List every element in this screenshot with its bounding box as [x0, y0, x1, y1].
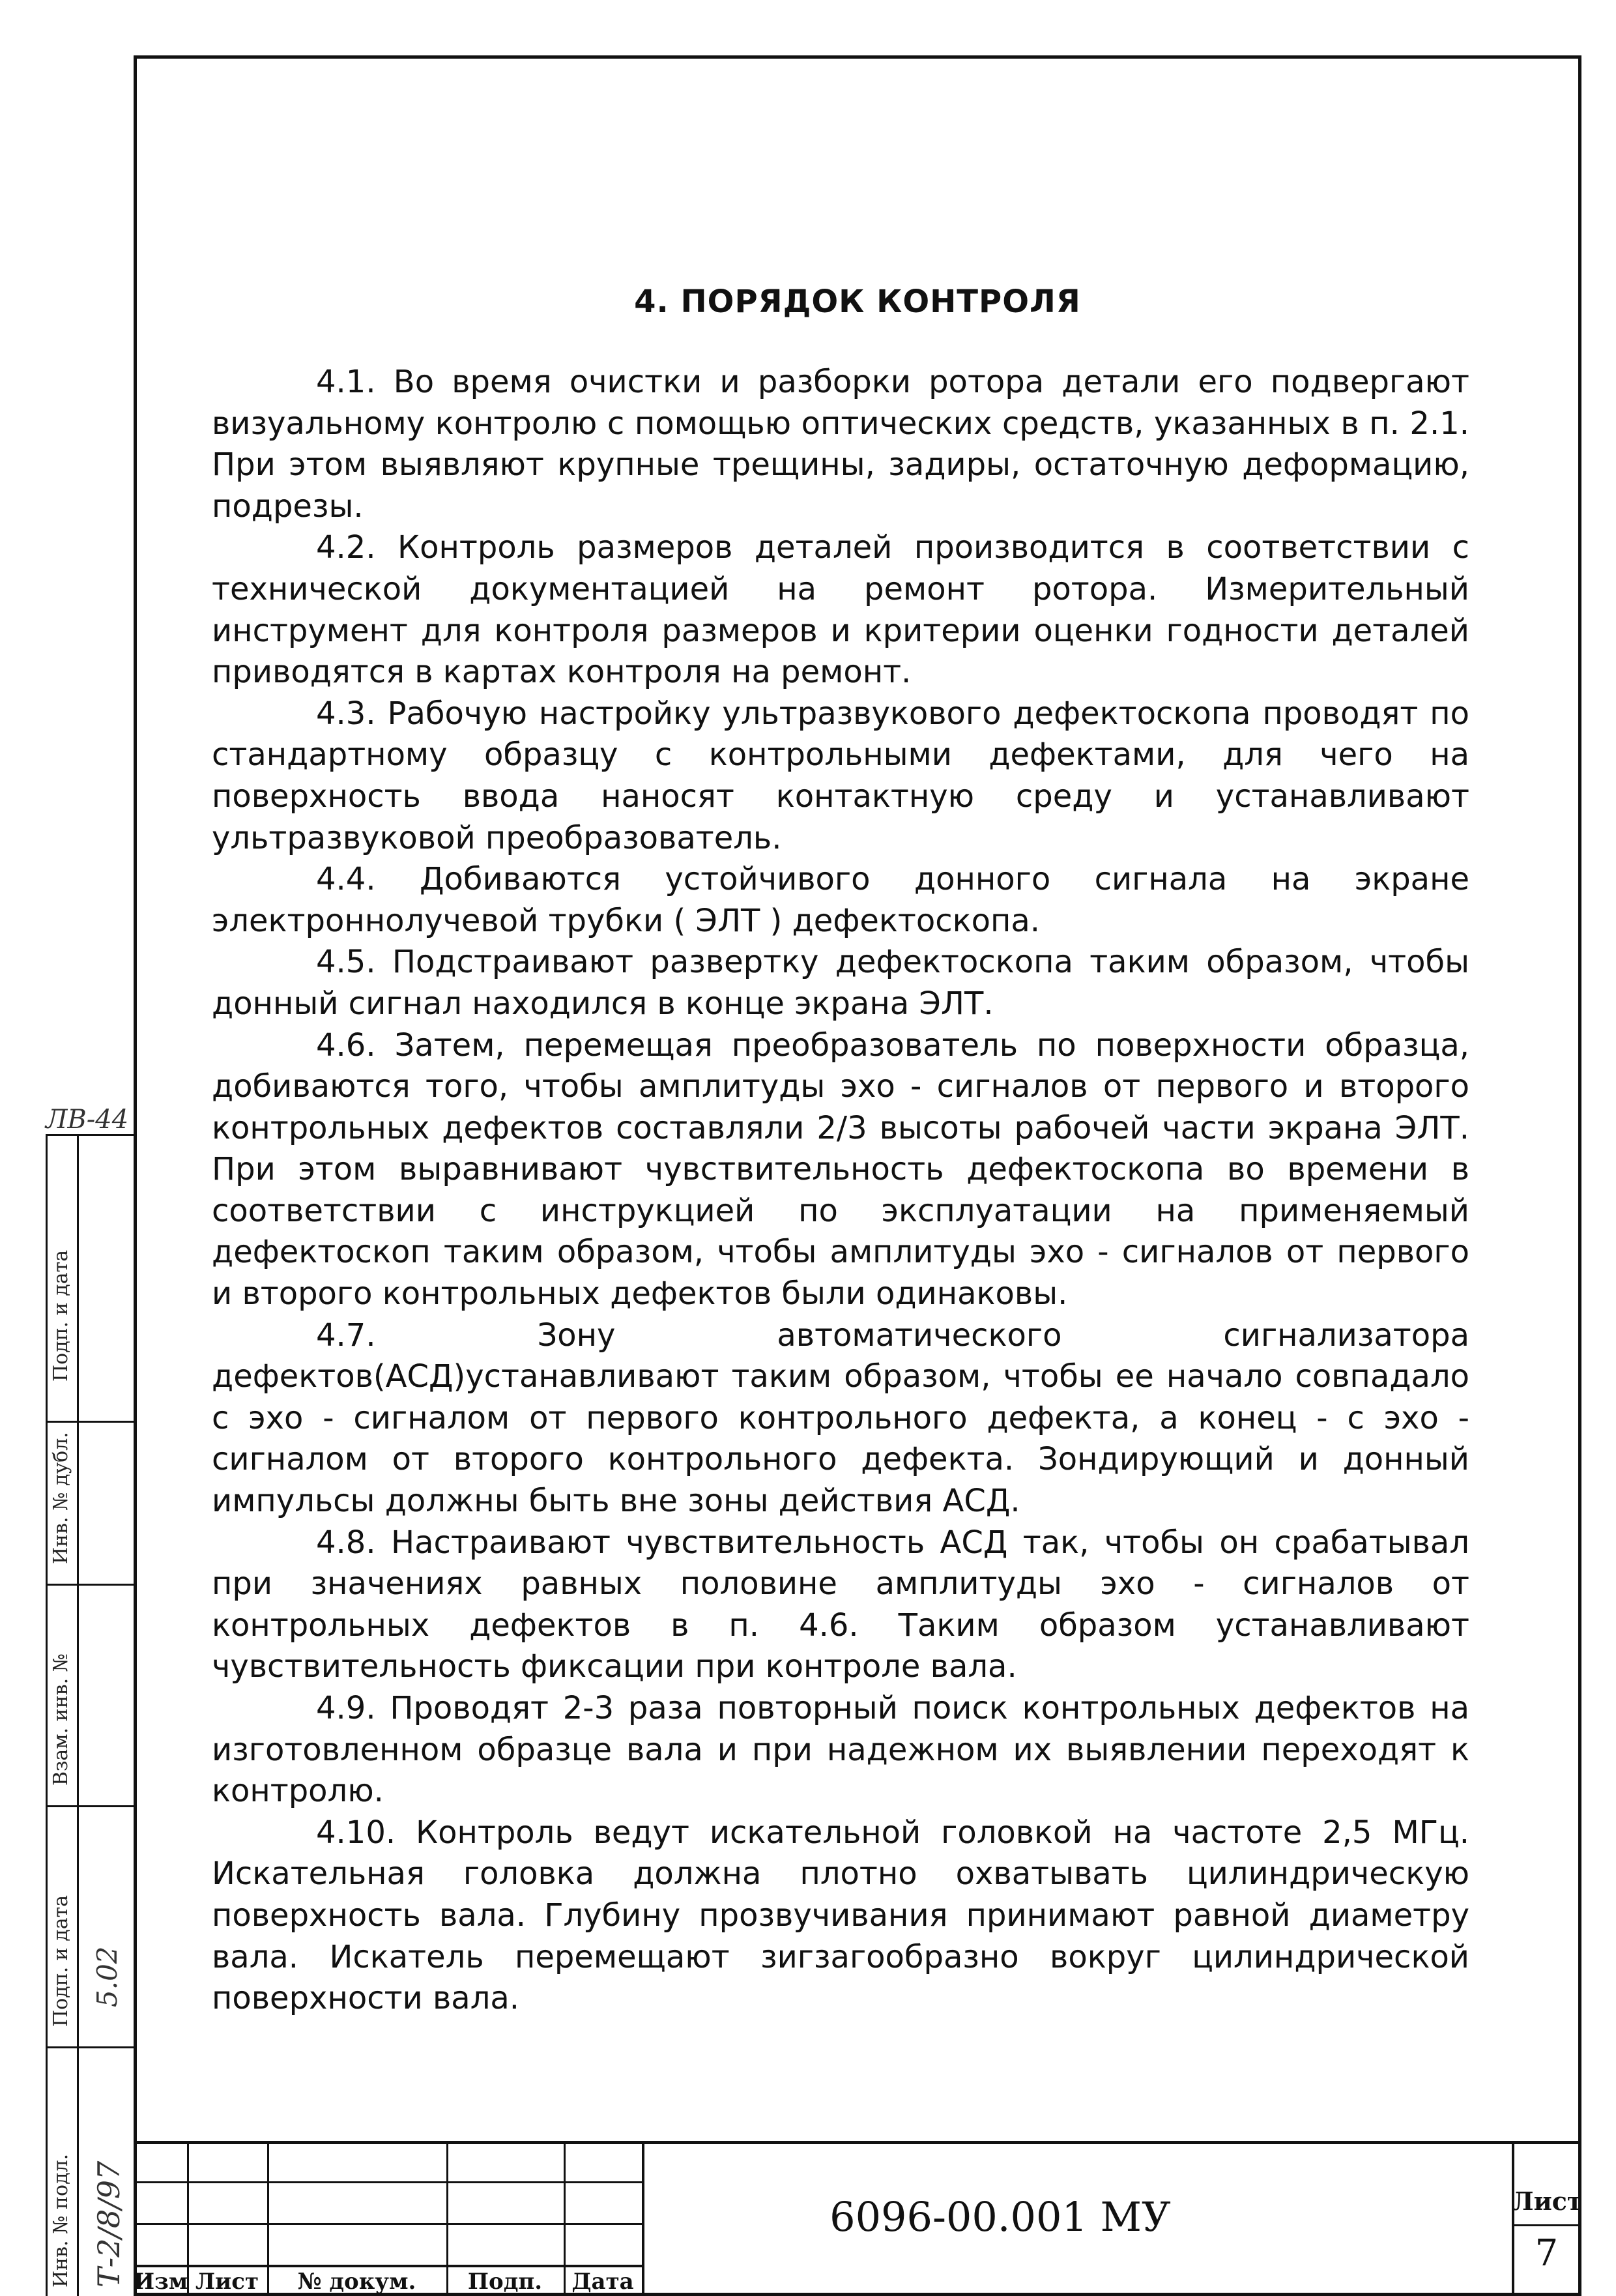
title-block: [134, 2141, 1581, 2296]
side-stamp-row-line: [46, 1805, 134, 1807]
side-stamp: [46, 1105, 134, 2296]
side-stamp-border: [46, 1134, 48, 2296]
paragraph-4-3: 4.3. Рабочую настройку ультразвукового дефектоскопа проводят по стандартному образцу с контрольными дефектами, для чего на поверхность ввода наносят контактную среду и устанавливают ультразвуковой преобразователь.: [212, 695, 1469, 856]
sheet-number: 7: [1535, 2232, 1559, 2274]
title-block-row-line: [134, 2181, 642, 2183]
section-title: 4. ПОРЯДОК КОНТРОЛЯ: [634, 283, 1081, 320]
col-label-change: Изм: [134, 2269, 188, 2295]
paragraph-4-8: 4.8. Настраивают чувствительность АСД так, чтобы он срабатывал при значениях равных половине амплитуды эхо - сигналов от контрольных дефектов в п. 4.6. Таким образом устанавливают чувствительность фиксации при контроле вала.: [212, 1524, 1469, 1685]
side-label-dup-inv: Инв. № дубл.: [50, 1432, 72, 1564]
side-inventory-number: Т-2/8/97: [91, 2160, 126, 2288]
paragraph-4-7: 4.7. Зону автоматического сигнализатора дефектов(АСД)устанавливают таким образом, чтобы ее начало совпадало с эхо - сигналом от первого контрольного дефекта, а конец - с эхо - сигналом от второго контрольного дефекта. Зондирующий и донный импульсы должны быть вне зоны действия АСД.: [212, 1316, 1469, 1520]
title-block-row-line: [134, 2223, 642, 2225]
title-block-row-line: [134, 2265, 642, 2267]
col-label-date: Дата: [571, 2269, 634, 2295]
document-code: 6096-00.001 МУ: [830, 2193, 1171, 2241]
title-block-row-line: [1512, 2224, 1581, 2226]
paragraph-4-1: 4.1. Во время очистки и разборки ротора детали его подвергают визуальному контролю с помощью оптических средств, указанных в п. 2.1. При этом выявляют крупные трещины, задиры, остаточную деформацию, подрезы.: [212, 364, 1469, 525]
paragraph-4-2: 4.2. Контроль размеров деталей производится в соответствии с технической документацией на ремонт ротора. Измерительный инструмент для контроля размеров и критерии оценки годности деталей приводятся в картах контроля на ремонт.: [212, 529, 1469, 691]
side-stamp-divider: [77, 1134, 79, 2296]
paragraph-4-5: 4.5. Подстраивают развертку дефектоскопа таким образом, чтобы донный сигнал находился в конце экрана ЭЛТ.: [212, 944, 1469, 1022]
col-label-doc-no: № докум.: [297, 2269, 416, 2295]
side-label-orig-inv: Инв. № подл.: [50, 2153, 72, 2288]
title-block-top-line: [134, 2141, 1581, 2144]
paragraph-4-9: 4.9. Проводят 2-3 раза повторный поиск контрольных дефектов на изготовленном образце вала и при надежном их выявлении переходят к контролю.: [212, 1690, 1469, 1810]
side-stamp-note: ЛВ-44: [46, 1105, 129, 1135]
side-signature-date: 5.02: [91, 1946, 123, 2007]
side-label-sign-date-2: Подп. и дата: [50, 1895, 72, 2027]
sheet-label: Лист: [1512, 2187, 1583, 2216]
side-label-replaced-inv: Взам. инв. №: [50, 1653, 72, 1786]
col-label-signature: Подп.: [467, 2269, 543, 2295]
body-text: [212, 362, 1469, 2020]
paragraph-4-4: 4.4. Добиваются устойчивого донного сигнала на экране электроннолучевой трубки ( ЭЛТ ) дефектоскопа.: [212, 861, 1469, 939]
col-label-sheet: Лист: [195, 2269, 259, 2295]
paragraph-4-6: 4.6. Затем, перемещая преобразователь по поверхности образца, добиваются того, чтобы амплитуды эхо - сигналов от первого и второго контрольных дефектов составляли 2/3 высоты рабочей части экрана ЭЛТ. При этом выравнивают чувствительность дефектоскопа во времени в соответствии с инструкцией по эксплуатации на применяемый дефектоскоп таким образом, чтобы амплитуды эхо - сигналов от первого и второго контрольных дефектов были одинаковы.: [212, 1026, 1469, 1313]
side-stamp-row-line: [46, 2046, 134, 2048]
side-stamp-row-line: [46, 1584, 134, 1586]
paragraph-4-10: 4.10. Контроль ведут искательной головкой на частоте 2,5 МГц. Искательная головка должна плотно охватывать цилиндрическую поверхность вала. Глубину прозвучивания принимают равной диаметру вала. Искатель перемещают зигзагообразно вокруг цилиндрической поверхности вала.: [212, 1814, 1469, 2017]
side-label-sign-date: Подп. и дата: [50, 1249, 72, 1382]
side-stamp-row-line: [46, 1421, 134, 1423]
